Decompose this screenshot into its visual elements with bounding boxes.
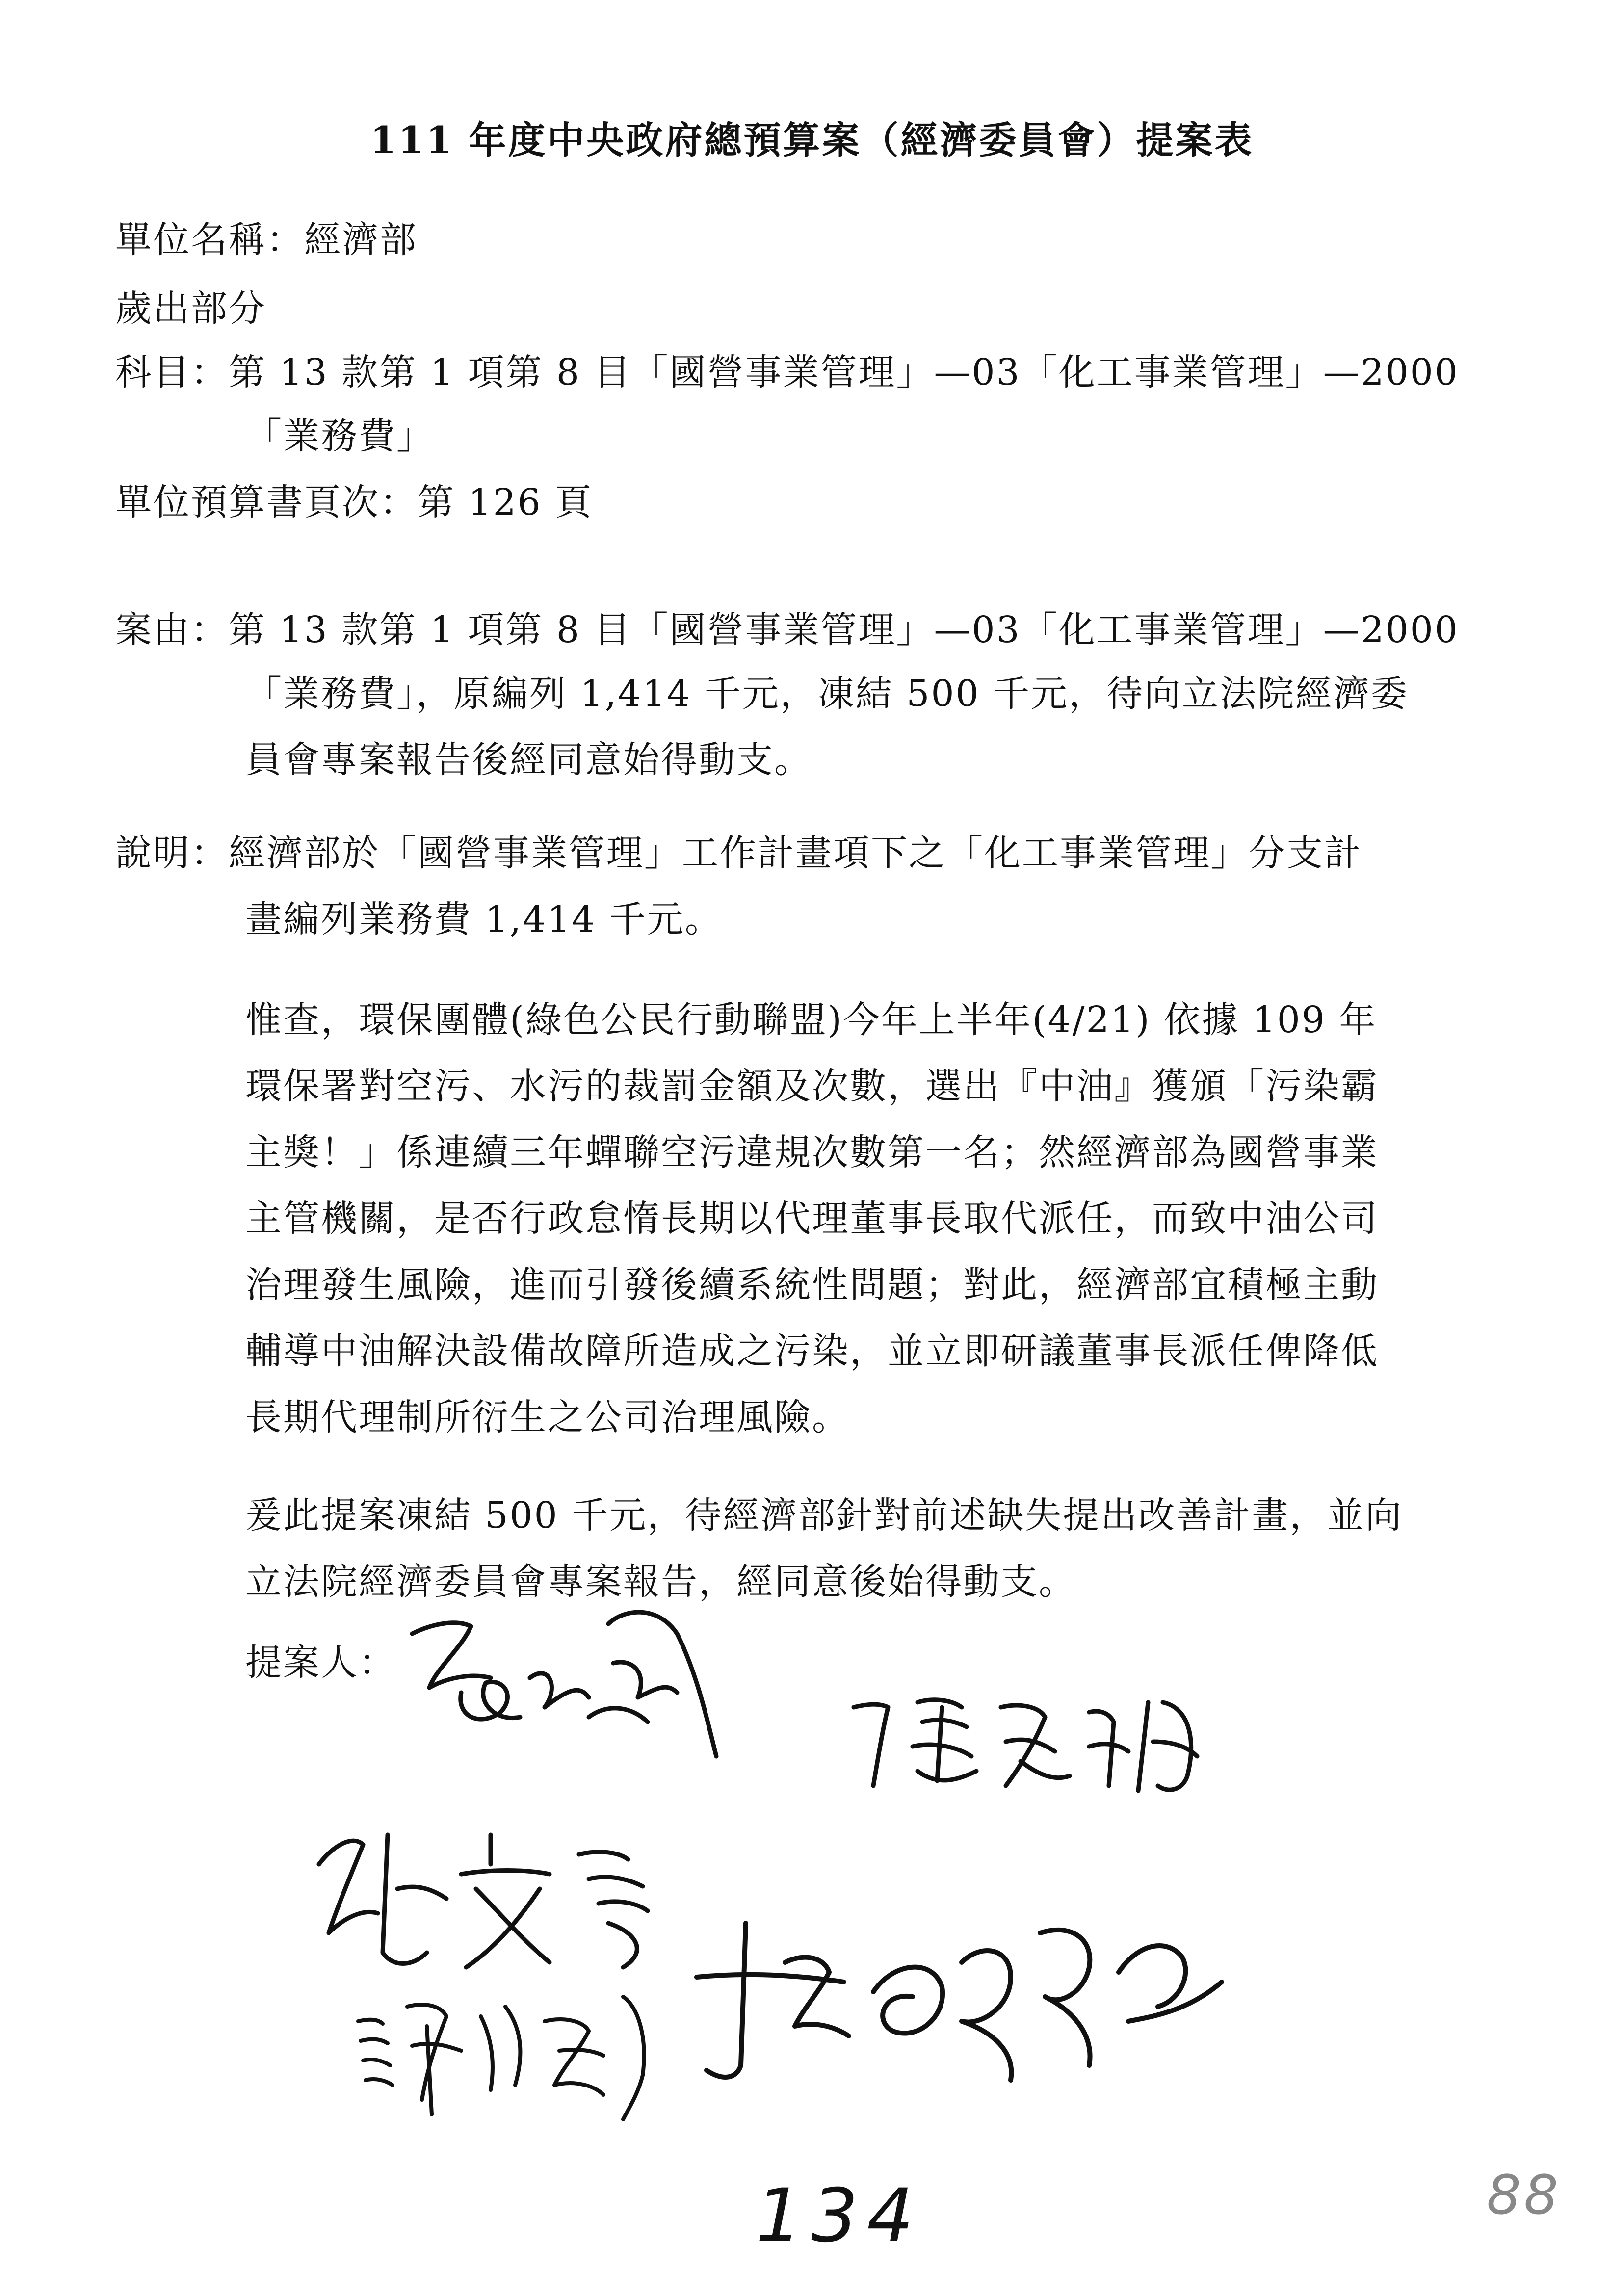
paragraph-2-line-1: 爰此提案凍結 500 千元，待經濟部針對前述缺失提出改善計畫，並向 bbox=[245, 1494, 1403, 1537]
section-label: 歲出部分 bbox=[115, 287, 266, 330]
case-line-2: 「業務費」，原編列 1,414 千元，凍結 500 千元，待向立法院經濟委 bbox=[245, 673, 1409, 715]
handwritten-page-number: 134 bbox=[756, 2173, 923, 2259]
paragraph-1-line-5: 治理發生風險，進而引發後續系統性問題；對此，經濟部宜積極主動 bbox=[245, 1264, 1379, 1306]
signature-2 bbox=[844, 1688, 1217, 1800]
signature-4 bbox=[348, 1977, 662, 2124]
signature-1 bbox=[402, 1604, 746, 1766]
subject-line-1: 科目：第 13 款第 1 項第 8 目「國營事業管理」—03「化工事業管理」—2000 bbox=[115, 351, 1459, 393]
paragraph-1-line-6: 輔導中油解決設備故障所造成之污染，並立即研議董事長派任俾降低 bbox=[245, 1330, 1379, 1372]
proposer-label: 提案人： bbox=[245, 1642, 396, 1684]
unit-name: 單位名稱：經濟部 bbox=[115, 219, 418, 261]
explain-line-2: 畫編列業務費 1,414 千元。 bbox=[245, 898, 723, 940]
page-mark: 88 bbox=[1487, 2164, 1561, 2226]
paragraph-1-line-3: 主獎！」係連續三年蟬聯空污違規次數第一名；然經濟部為國營事業 bbox=[245, 1131, 1379, 1174]
case-line-3: 員會專案報告後經同意始得動支。 bbox=[245, 739, 812, 781]
explain-line-1: 說明：經濟部於「國營事業管理」工作計畫項下之「化工事業管理」分支計 bbox=[115, 832, 1362, 874]
signature-3 bbox=[304, 1805, 677, 1982]
paragraph-1-line-1: 惟查，環保團體(綠色公民行動聯盟)今年上半年(4/21) 依據 109 年 bbox=[245, 999, 1377, 1041]
document-title: 111 年度中央政府總預算案（經濟委員會）提案表 bbox=[370, 118, 1254, 162]
paragraph-1-line-2: 環保署對空污、水污的裁罰金額及次數，選出『中油』獲頒「污染霸 bbox=[245, 1065, 1379, 1107]
paragraph-1-line-7: 長期代理制所衍生之公司治理風險。 bbox=[245, 1396, 850, 1438]
paragraph-2-line-2: 立法院經濟委員會專案報告，經同意後始得動支。 bbox=[245, 1561, 1076, 1603]
case-line-1: 案由：第 13 款第 1 項第 8 目「國營事業管理」—03「化工事業管理」—2000 bbox=[115, 609, 1459, 651]
subject-line-2: 「業務費」 bbox=[245, 415, 434, 457]
paragraph-1-line-4: 主管機關，是否行政怠惰長期以代理董事長取代派任，而致中油公司 bbox=[245, 1198, 1379, 1240]
signature-5 bbox=[687, 1904, 1236, 2100]
budget-page: 單位預算書頁次：第 126 頁 bbox=[115, 481, 593, 523]
